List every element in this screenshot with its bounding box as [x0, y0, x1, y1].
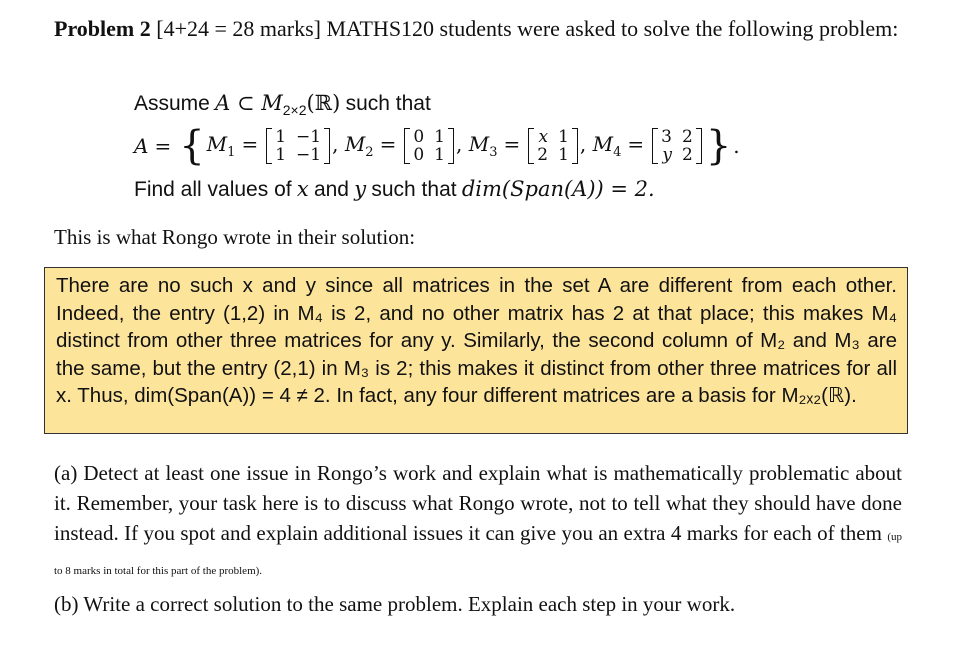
matrix-item — [456, 127, 580, 165]
equals-sign: = — [627, 131, 645, 156]
part-a-text: (a) Detect at least one issue in Rongo’s work and explain what is mathematically problematic about it. Remember, your task here is to discuss what Rongo wrote, not to tell what they should have done instead. If you spot and explain additional issues it can give you an extra 4 marks for each of them — [54, 461, 902, 545]
matrix-entry: 1 — [558, 145, 569, 165]
right-bracket — [448, 128, 454, 164]
rongo-solution-box — [44, 267, 908, 434]
var-x: x — [296, 177, 309, 201]
equals-sign: = — [241, 131, 259, 156]
matrix-subscript: 3 — [489, 144, 498, 160]
comma-separator: , — [456, 131, 469, 156]
find-prefix: Find all values of — [134, 178, 292, 201]
find-mid: such that — [371, 178, 457, 201]
matrix-grid — [410, 128, 448, 164]
matrix-entry: 1 — [275, 127, 287, 147]
matrix-entry: −1 — [296, 127, 322, 147]
right-brace: } — [705, 123, 732, 169]
problem-title: Problem 2 — [54, 16, 151, 41]
matrix-name: M — [206, 131, 228, 156]
matrix-entry: x — [538, 127, 549, 147]
matrix-entry: 2 — [681, 127, 693, 147]
matrix-entry: 1 — [558, 127, 569, 147]
and-word: and — [313, 178, 349, 201]
matrix-item — [332, 127, 456, 165]
find-math: dim(Span(A)) = 2. — [461, 177, 655, 201]
matrix-subscript: 1 — [227, 144, 236, 160]
matrix-entry: 1 — [434, 127, 445, 147]
matrix — [266, 128, 330, 164]
matrix-entry: 3 — [661, 127, 672, 147]
matrix-item — [579, 127, 704, 165]
matrix-entry: 0 — [413, 145, 425, 165]
assume-math: A ⊂ M — [215, 91, 283, 115]
matrix-grid — [272, 128, 324, 164]
part-a — [54, 458, 902, 586]
matrix-name: M — [344, 131, 366, 156]
assume-prefix: Assume — [134, 92, 210, 115]
matrix-entry: 2 — [537, 145, 549, 165]
matrix-name: M — [592, 131, 614, 156]
problem-statement — [54, 14, 902, 43]
task-block — [134, 88, 914, 204]
var-y: y — [354, 177, 367, 201]
matrix-item — [206, 127, 332, 165]
matrices-holder — [207, 128, 704, 164]
right-bracket — [696, 128, 702, 164]
matrix — [404, 128, 454, 164]
matrix — [528, 128, 578, 164]
matrix-entry: y — [662, 145, 672, 165]
right-bracket — [572, 128, 578, 164]
matrix-grid — [658, 128, 696, 164]
problem-marks: [4+24 = 28 marks] — [156, 16, 321, 41]
matrix-entry: 0 — [413, 127, 425, 147]
rongo-solution-text: There are no such x and y since all matrices in the set A are different from each other. Indeed, the entry (1,2) in M₄ is 2, and no other matrix has 2 at that place; this makes M₄ distinct from other three matrices for any y. Similarly, the second column of M₂ and M₃ are the same, but the entry (2,1) in M₃ is 2; this makes it distinct from other three matrices for all x. Thus, dim(Span(A)) = 4 ≠ 2. In fact, any four different matrices are a basis for M₂ₓ₂(ℝ). — [56, 274, 897, 407]
comma-separator: , — [332, 131, 345, 156]
matrix-subscript: 2 — [365, 144, 374, 160]
matrix-subscript: 4 — [613, 144, 622, 160]
assume-suffix: such that — [345, 92, 431, 115]
matrix — [652, 128, 702, 164]
part-a-note: (up to 8 marks in total for this part of the problem). — [54, 531, 902, 577]
matrix-entry: 1 — [275, 145, 287, 165]
left-brace: { — [179, 123, 205, 169]
matrix-grid — [534, 128, 572, 164]
assume-field: (ℝ) — [306, 91, 341, 115]
find-line — [134, 174, 914, 204]
equals-sign: = — [379, 131, 397, 156]
assume-line — [134, 88, 914, 118]
equals-sign: = — [154, 134, 172, 158]
part-b: (b) Write a correct solution to the same problem. Explain each step in your work. — [54, 592, 736, 616]
period: . — [733, 134, 740, 158]
comma-separator: , — [579, 131, 593, 156]
matrix-entry: −1 — [296, 145, 322, 165]
matrix-entry: 2 — [681, 145, 693, 165]
set-definition — [134, 118, 914, 174]
right-bracket — [324, 128, 330, 164]
matrix-entry: 1 — [434, 145, 445, 165]
problem-text: MATHS120 students were asked to solve the following problem: — [326, 16, 899, 41]
set-lhs: A — [134, 134, 149, 158]
matrix-name: M — [468, 131, 490, 156]
assume-sub: 2×2 — [282, 102, 307, 119]
equals-sign: = — [503, 131, 521, 156]
intro-text: This is what Rongo wrote in their solution: — [54, 225, 416, 249]
